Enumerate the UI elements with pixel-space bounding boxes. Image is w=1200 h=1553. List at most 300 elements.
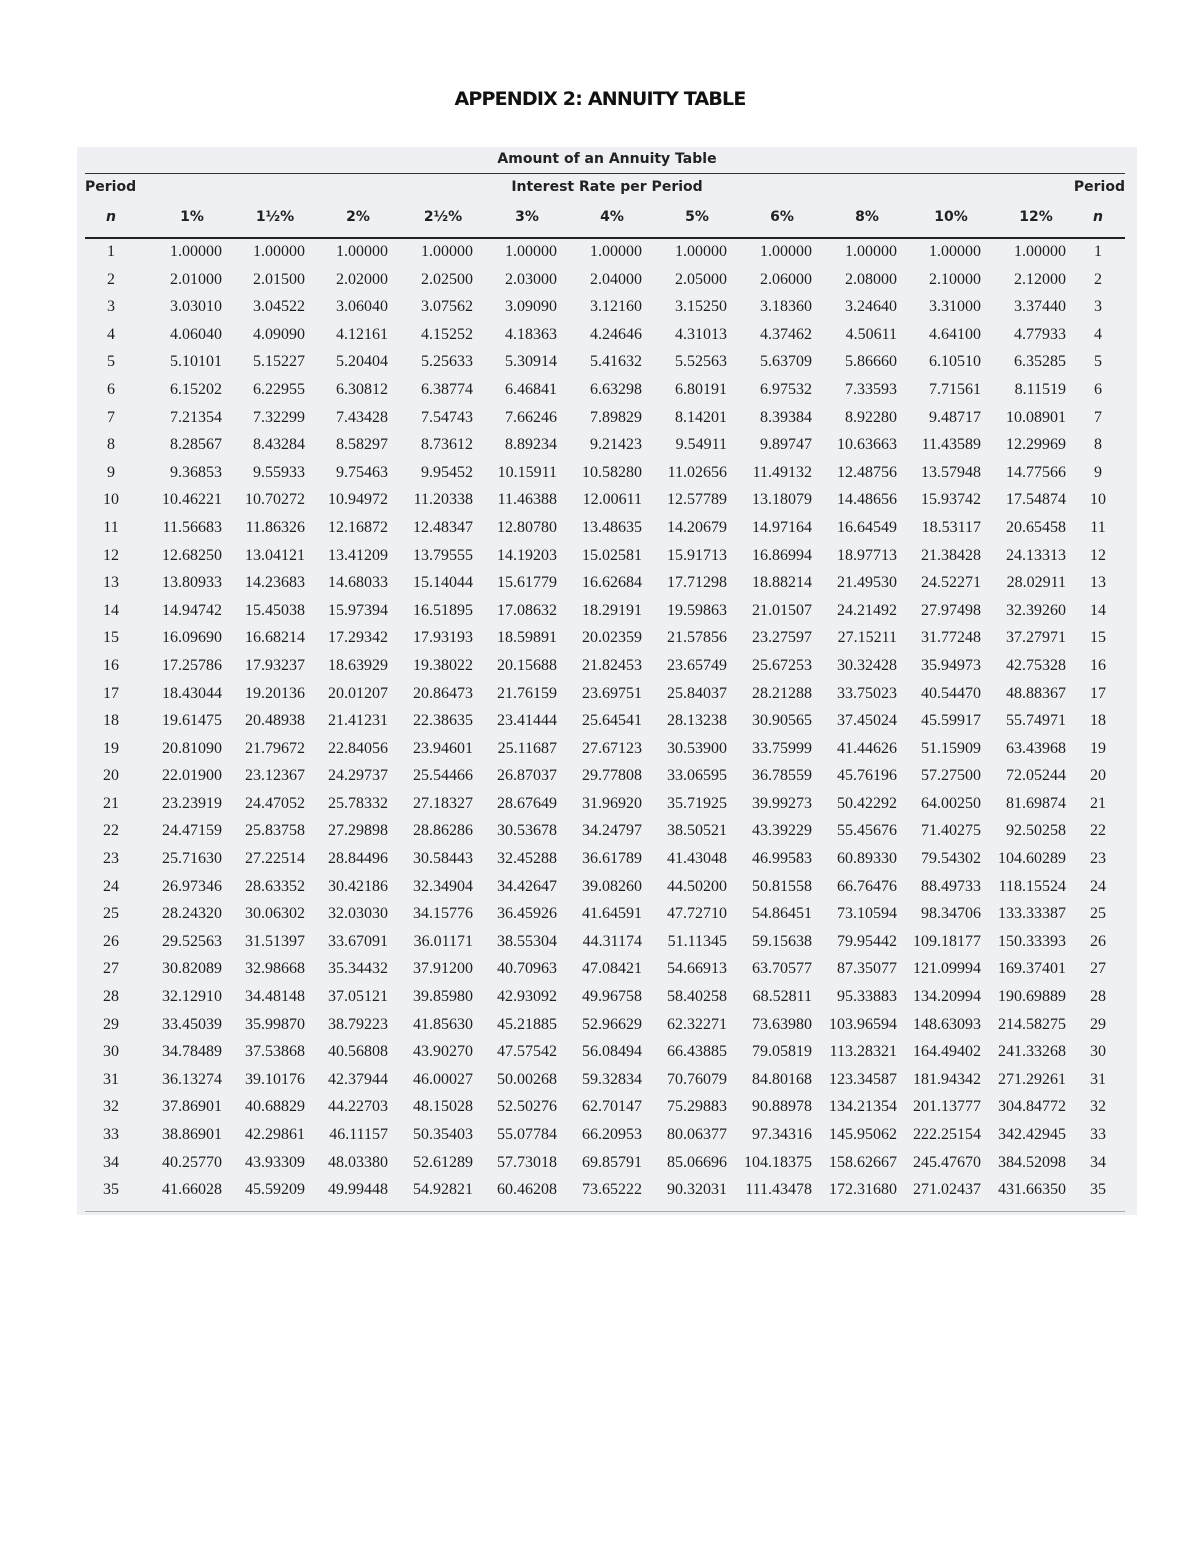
rate-header-9: 8% (855, 209, 879, 225)
value-cell: 24.13313 (1006, 546, 1066, 564)
period-cell-right: 14 (1090, 601, 1106, 619)
value-cell: 55.74971 (1006, 712, 1066, 730)
value-cell: 81.69874 (1006, 794, 1066, 812)
value-cell: 148.63093 (913, 1015, 981, 1033)
value-cell: 37.45024 (837, 712, 897, 730)
period-label-right: Period (1073, 179, 1125, 195)
value-cell: 4.77933 (1014, 325, 1066, 343)
period-cell: 17 (103, 684, 119, 702)
value-cell: 8.92280 (845, 408, 897, 426)
value-cell: 41.64591 (582, 905, 642, 923)
value-cell: 41.44626 (837, 739, 897, 757)
value-cell: 84.80168 (752, 1070, 812, 1088)
table-row (77, 873, 1137, 901)
period-cell-right: 5 (1094, 353, 1102, 371)
period-cell-right: 12 (1090, 546, 1106, 564)
period-cell-right: 16 (1090, 656, 1106, 674)
value-cell: 21.76159 (497, 684, 557, 702)
period-cell: 2 (107, 270, 115, 288)
value-cell: 90.88978 (752, 1098, 812, 1116)
value-cell: 190.69889 (998, 988, 1066, 1006)
value-cell: 2.08000 (845, 270, 897, 288)
table-row (77, 569, 1137, 597)
value-cell: 27.15211 (837, 629, 897, 647)
value-cell: 50.00268 (497, 1070, 557, 1088)
value-cell: 2.12000 (1014, 270, 1066, 288)
period-cell: 26 (103, 932, 119, 950)
value-cell: 20.81090 (162, 739, 222, 757)
value-cell: 23.23919 (162, 794, 222, 812)
value-cell: 104.60289 (998, 850, 1066, 868)
value-cell: 20.01207 (328, 684, 388, 702)
table-row (77, 376, 1137, 404)
value-cell: 2.03000 (505, 270, 557, 288)
period-cell: 3 (107, 298, 115, 316)
value-cell: 28.63352 (245, 877, 305, 895)
value-cell: 27.29898 (328, 822, 388, 840)
value-cell: 13.48635 (582, 518, 642, 536)
period-cell-right: 9 (1094, 463, 1102, 481)
period-cell: 13 (103, 574, 119, 592)
value-cell: 35.99870 (245, 1015, 305, 1033)
value-cell: 384.52098 (998, 1153, 1066, 1171)
value-cell: 36.45926 (497, 905, 557, 923)
value-cell: 342.42945 (998, 1126, 1066, 1143)
period-cell-right: 7 (1094, 408, 1102, 426)
value-cell: 41.66028 (162, 1181, 222, 1199)
value-cell: 16.86994 (752, 546, 812, 564)
value-cell: 2.06000 (760, 270, 812, 288)
value-cell: 23.41444 (497, 712, 557, 730)
value-cell: 49.99448 (328, 1181, 388, 1199)
rate-group-label: Interest Rate per Period (511, 179, 703, 195)
value-cell: 69.85791 (582, 1153, 642, 1171)
value-cell: 10.63663 (837, 436, 897, 454)
value-cell: 13.04121 (245, 546, 305, 564)
value-cell: 13.41209 (328, 546, 388, 564)
value-cell: 21.41231 (328, 712, 388, 730)
value-cell: 16.09690 (162, 629, 222, 647)
value-cell: 28.86286 (413, 822, 473, 840)
value-cell: 5.25633 (421, 353, 473, 371)
value-cell: 52.50276 (497, 1098, 557, 1116)
period-cell: 6 (107, 380, 115, 398)
value-cell: 14.23683 (245, 574, 305, 592)
period-cell: 30 (103, 1043, 119, 1061)
period-cell-right: 2 (1094, 270, 1102, 288)
value-cell: 3.15250 (675, 298, 727, 316)
period-cell-right: 31 (1090, 1070, 1106, 1088)
period-cell-right: 8 (1094, 436, 1102, 454)
period-cell: 19 (103, 739, 119, 757)
period-cell-right: 27 (1090, 960, 1106, 978)
value-cell: 8.28567 (170, 436, 222, 454)
value-cell: 26.97346 (162, 877, 222, 895)
value-cell: 18.88214 (752, 574, 812, 592)
value-cell: 38.79223 (328, 1015, 388, 1033)
rate-header-1: 1% (180, 209, 204, 225)
value-cell: 43.39229 (752, 822, 812, 840)
value-cell: 26.87037 (497, 767, 557, 785)
value-cell: 4.24646 (590, 325, 642, 343)
value-cell: 113.28321 (829, 1043, 897, 1061)
value-cell: 9.55933 (253, 463, 305, 481)
value-cell: 6.80191 (675, 380, 727, 398)
value-cell: 48.88367 (1006, 684, 1066, 702)
value-cell: 5.30914 (505, 353, 557, 371)
value-cell: 17.93237 (245, 656, 305, 674)
value-cell: 1.00000 (675, 243, 727, 260)
value-cell: 118.15524 (998, 877, 1066, 895)
period-cell-right: 10 (1090, 491, 1106, 509)
value-cell: 54.86451 (752, 905, 812, 923)
value-cell: 39.85980 (413, 988, 473, 1006)
value-cell: 21.49530 (837, 574, 897, 592)
value-cell: 20.48938 (245, 712, 305, 730)
value-cell: 431.66350 (998, 1181, 1066, 1199)
value-cell: 121.09994 (913, 960, 981, 978)
value-cell: 32.34904 (413, 877, 473, 895)
period-cell: 24 (103, 877, 119, 895)
value-cell: 44.22703 (328, 1098, 388, 1116)
value-cell: 6.38774 (421, 380, 473, 398)
period-cell-right: 26 (1090, 932, 1106, 950)
value-cell: 14.77566 (1006, 463, 1066, 481)
period-cell: 31 (103, 1070, 119, 1088)
value-cell: 44.31174 (582, 932, 642, 950)
value-cell: 20.15688 (497, 656, 557, 674)
value-cell: 11.86326 (245, 518, 305, 536)
value-cell: 46.00027 (413, 1070, 473, 1088)
value-cell: 46.11157 (329, 1126, 388, 1143)
value-cell: 37.91200 (413, 960, 473, 978)
value-cell: 3.31000 (929, 298, 981, 316)
value-cell: 8.89234 (505, 436, 557, 454)
value-cell: 1.00000 (1014, 243, 1066, 260)
value-cell: 34.78489 (162, 1043, 222, 1061)
value-cell: 164.49402 (913, 1043, 981, 1061)
value-cell: 43.90270 (413, 1043, 473, 1061)
value-cell: 50.81558 (752, 877, 812, 895)
value-cell: 97.34316 (752, 1126, 812, 1143)
value-cell: 17.71298 (667, 574, 727, 592)
value-cell: 54.66913 (667, 960, 727, 978)
value-cell: 71.40275 (921, 822, 981, 840)
value-cell: 30.53678 (497, 822, 557, 840)
value-cell: 55.07784 (497, 1126, 557, 1143)
value-cell: 25.83758 (245, 822, 305, 840)
value-cell: 17.93193 (413, 629, 473, 647)
value-cell: 123.34587 (829, 1070, 897, 1088)
value-cell: 66.20953 (582, 1126, 642, 1143)
period-cell: 18 (103, 712, 119, 730)
value-cell: 42.37944 (328, 1070, 388, 1088)
value-cell: 21.01507 (752, 601, 812, 619)
value-cell: 27.18327 (413, 794, 473, 812)
value-cell: 6.63298 (590, 380, 642, 398)
value-cell: 30.06302 (245, 905, 305, 923)
value-cell: 50.35403 (413, 1126, 473, 1143)
value-cell: 1.00000 (760, 243, 812, 260)
value-cell: 11.49132 (752, 463, 812, 481)
period-cell-right: 1 (1094, 243, 1102, 260)
period-cell-right: 32 (1090, 1098, 1106, 1116)
table-row (77, 1121, 1137, 1149)
value-cell: 20.65458 (1006, 518, 1066, 536)
period-cell: 21 (103, 794, 119, 812)
value-cell: 4.31013 (675, 325, 727, 343)
value-cell: 3.09090 (505, 298, 557, 316)
value-cell: 5.41632 (590, 353, 642, 371)
value-cell: 79.05819 (752, 1043, 812, 1061)
value-cell: 12.29969 (1006, 436, 1066, 454)
value-cell: 21.82453 (582, 656, 642, 674)
value-cell: 5.86660 (845, 353, 897, 371)
rate-header-10: 10% (934, 209, 968, 225)
value-cell: 3.37440 (1014, 298, 1066, 316)
table-row (77, 817, 1137, 845)
value-cell: 40.56808 (328, 1043, 388, 1061)
document-title: APPENDIX 2: ANNUITY TABLE (454, 88, 746, 110)
value-cell: 2.10000 (929, 270, 981, 288)
value-cell: 73.63980 (752, 1015, 812, 1033)
period-cell: 25 (103, 905, 119, 923)
value-cell: 7.21354 (170, 408, 222, 426)
table-row (77, 1038, 1137, 1066)
value-cell: 1.00000 (505, 243, 557, 260)
value-cell: 4.15252 (421, 325, 473, 343)
value-cell: 22.01900 (162, 767, 222, 785)
value-cell: 41.85630 (413, 1015, 473, 1033)
value-cell: 37.05121 (328, 988, 388, 1006)
period-cell-right: 24 (1090, 877, 1106, 895)
period-cell-right: 11 (1090, 518, 1106, 536)
value-cell: 70.76079 (667, 1070, 727, 1088)
period-cell: 11 (103, 518, 119, 536)
value-cell: 15.45038 (245, 601, 305, 619)
value-cell: 45.59917 (921, 712, 981, 730)
value-cell: 16.62684 (582, 574, 642, 592)
value-cell: 80.06377 (667, 1126, 727, 1143)
value-cell: 304.84772 (998, 1098, 1066, 1116)
table-row (77, 624, 1137, 652)
value-cell: 1.00000 (929, 243, 981, 260)
value-cell: 15.02581 (582, 546, 642, 564)
value-cell: 9.75463 (336, 463, 388, 481)
value-cell: 9.89747 (760, 436, 812, 454)
value-cell: 63.43968 (1006, 739, 1066, 757)
value-cell: 2.04000 (590, 270, 642, 288)
value-cell: 19.20136 (245, 684, 305, 702)
period-cell-right: 6 (1094, 380, 1102, 398)
value-cell: 17.29342 (328, 629, 388, 647)
value-cell: 271.29261 (998, 1070, 1066, 1088)
value-cell: 17.54874 (1006, 491, 1066, 509)
period-cell: 28 (103, 988, 119, 1006)
value-cell: 2.01000 (170, 270, 222, 288)
value-cell: 11.43589 (921, 436, 981, 454)
value-cell: 7.43428 (336, 408, 388, 426)
period-cell: 15 (103, 629, 119, 647)
value-cell: 73.10594 (837, 905, 897, 923)
table-row (77, 597, 1137, 625)
value-cell: 33.67091 (328, 932, 388, 950)
table-row (77, 404, 1137, 432)
table-row (77, 1093, 1137, 1121)
value-cell: 56.08494 (582, 1043, 642, 1061)
period-cell-right: 3 (1094, 298, 1102, 316)
value-cell: 35.34432 (328, 960, 388, 978)
value-cell: 39.08260 (582, 877, 642, 895)
value-cell: 10.94972 (328, 491, 388, 509)
caption-rule (85, 173, 1125, 174)
period-cell-right: 21 (1090, 794, 1106, 812)
period-cell: 33 (103, 1126, 119, 1143)
value-cell: 3.04522 (253, 298, 305, 316)
value-cell: 98.34706 (921, 905, 981, 923)
period-cell-right: 22 (1090, 822, 1106, 840)
value-cell: 29.77808 (582, 767, 642, 785)
value-cell: 13.79555 (413, 546, 473, 564)
value-cell: 201.13777 (913, 1098, 981, 1116)
table-row (77, 1066, 1137, 1094)
value-cell: 37.86901 (162, 1098, 222, 1116)
value-cell: 46.99583 (752, 850, 812, 868)
table-row (77, 514, 1137, 542)
value-cell: 29.52563 (162, 932, 222, 950)
value-cell: 10.58280 (582, 463, 642, 481)
value-cell: 8.58297 (336, 436, 388, 454)
value-cell: 4.37462 (760, 325, 812, 343)
period-cell-right: 15 (1090, 629, 1106, 647)
period-cell: 27 (103, 960, 119, 978)
value-cell: 32.12910 (162, 988, 222, 1006)
value-cell: 34.42647 (497, 877, 557, 895)
value-cell: 13.18079 (752, 491, 812, 509)
value-cell: 23.27597 (752, 629, 812, 647)
value-cell: 52.96629 (582, 1015, 642, 1033)
period-cell: 16 (103, 656, 119, 674)
value-cell: 63.70577 (752, 960, 812, 978)
value-cell: 34.24797 (582, 822, 642, 840)
value-cell: 5.20404 (336, 353, 388, 371)
value-cell: 1.00000 (590, 243, 642, 260)
value-cell: 23.69751 (582, 684, 642, 702)
value-cell: 12.16872 (328, 518, 388, 536)
period-cell: 35 (103, 1181, 119, 1199)
rate-header-7: 5% (685, 209, 709, 225)
value-cell: 9.36853 (170, 463, 222, 481)
value-cell: 17.25786 (162, 656, 222, 674)
value-cell: 4.18363 (505, 325, 557, 343)
value-cell: 35.71925 (667, 794, 727, 812)
value-cell: 1.00000 (336, 243, 388, 260)
value-cell: 3.12160 (590, 298, 642, 316)
value-cell: 21.57856 (667, 629, 727, 647)
value-cell: 4.09090 (253, 325, 305, 343)
period-cell-right: 33 (1090, 1126, 1106, 1143)
value-cell: 24.47052 (245, 794, 305, 812)
value-cell: 7.32299 (253, 408, 305, 426)
table-row (77, 983, 1137, 1011)
value-cell: 14.48656 (837, 491, 897, 509)
value-cell: 11.02656 (667, 463, 727, 481)
period-cell-right: 19 (1090, 739, 1106, 757)
value-cell: 15.61779 (497, 574, 557, 592)
value-cell: 7.54743 (421, 408, 473, 426)
table-row (77, 928, 1137, 956)
period-cell: 12 (103, 546, 119, 564)
value-cell: 60.89330 (837, 850, 897, 868)
value-cell: 27.97498 (921, 601, 981, 619)
n-label-left: n (106, 209, 116, 225)
value-cell: 33.45039 (162, 1015, 222, 1033)
value-cell: 38.55304 (497, 932, 557, 950)
value-cell: 40.25770 (162, 1153, 222, 1171)
value-cell: 4.06040 (170, 325, 222, 343)
value-cell: 48.15028 (413, 1098, 473, 1116)
value-cell: 37.53868 (245, 1043, 305, 1061)
value-cell: 6.22955 (253, 380, 305, 398)
value-cell: 7.33593 (845, 380, 897, 398)
value-cell: 79.95442 (837, 932, 897, 950)
value-cell: 15.97394 (328, 601, 388, 619)
n-label-right: n (1093, 209, 1103, 225)
value-cell: 28.84496 (328, 850, 388, 868)
table-row (77, 459, 1137, 487)
period-cell: 32 (103, 1098, 119, 1116)
value-cell: 158.62667 (829, 1153, 897, 1171)
value-cell: 66.76476 (837, 877, 897, 895)
value-cell: 88.49733 (921, 877, 981, 895)
value-cell: 25.54466 (413, 767, 473, 785)
table-row (77, 542, 1137, 570)
value-cell: 10.15911 (497, 463, 557, 481)
period-cell-right: 34 (1090, 1153, 1106, 1171)
value-cell: 24.21492 (837, 601, 897, 619)
value-cell: 8.73612 (421, 436, 473, 454)
value-cell: 3.03010 (170, 298, 222, 316)
bottom-rule (85, 1211, 1125, 1212)
value-cell: 30.42186 (328, 877, 388, 895)
value-cell: 47.08421 (582, 960, 642, 978)
value-cell: 18.53117 (921, 518, 981, 536)
value-cell: 18.59891 (497, 629, 557, 647)
value-cell: 6.10510 (929, 353, 981, 371)
value-cell: 15.14044 (413, 574, 473, 592)
value-cell: 32.98668 (245, 960, 305, 978)
value-cell: 50.42292 (837, 794, 897, 812)
value-cell: 6.97532 (760, 380, 812, 398)
value-cell: 20.86473 (413, 684, 473, 702)
period-cell: 1 (107, 243, 115, 260)
period-cell-right: 35 (1090, 1181, 1106, 1199)
value-cell: 33.06595 (667, 767, 727, 785)
value-cell: 18.43044 (162, 684, 222, 702)
value-cell: 18.97713 (837, 546, 897, 564)
value-cell: 5.52563 (675, 353, 727, 371)
value-cell: 20.02359 (582, 629, 642, 647)
value-cell: 6.35285 (1014, 353, 1066, 371)
value-cell: 38.50521 (667, 822, 727, 840)
value-cell: 5.15227 (253, 353, 305, 371)
period-label-left: Period (85, 179, 137, 195)
value-cell: 36.61789 (582, 850, 642, 868)
rate-header-11: 12% (1019, 209, 1053, 225)
value-cell: 7.66246 (505, 408, 557, 426)
table-row (77, 1149, 1137, 1177)
period-cell-right: 18 (1090, 712, 1106, 730)
